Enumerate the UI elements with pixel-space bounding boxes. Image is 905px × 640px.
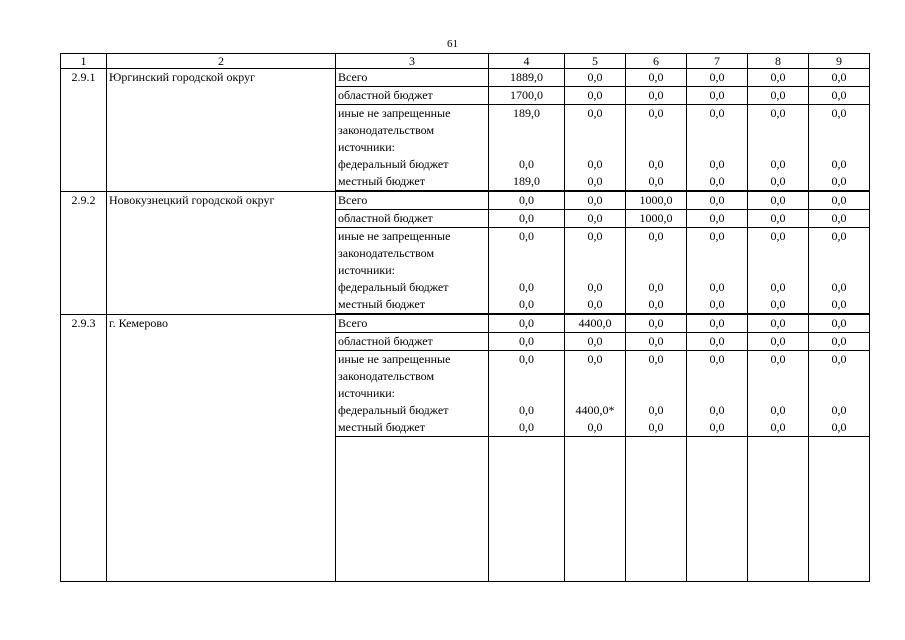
value-line: 0,0 [770,420,786,434]
empty-cell [565,437,626,582]
value-cell: 0,0 [687,210,748,228]
spacer-line [750,262,806,279]
value-cell: 0,0 [626,69,687,87]
value-cell: 0,0 [687,87,748,105]
value-line: 0,0 [648,174,664,188]
spacer-line [628,368,684,385]
value-cell: 0,0 [809,210,870,228]
value-cell: 0,0 [748,210,809,228]
spacer-line [567,245,623,262]
value-cell: 0,0 [809,69,870,87]
value-line: 0,0 [770,352,786,366]
value-cell: 0,0 [489,192,565,210]
value-line: 0,0 [648,157,664,171]
spacer-line [628,245,684,262]
value-line: 0,0 [709,229,725,243]
value-line: 0,0 [770,157,786,171]
value-cell: 1889,0 [489,69,565,87]
row-label: Всего [336,69,489,87]
value-cell [687,351,748,437]
value-cell: 0,0 [565,192,626,210]
spacer-line [567,368,623,385]
label-line: местный бюджет [338,420,425,434]
value-line: 0,0 [587,280,603,294]
value-line: 0,0 [519,352,534,366]
value-line: 189,0 [513,174,540,188]
empty-cell [687,437,748,582]
column-header: 4 [489,54,565,69]
budget-table [60,53,870,582]
row-code: 2.9.2 [61,192,107,315]
spacer-line [491,139,562,156]
column-header: 7 [687,54,748,69]
spacer-line [811,385,867,402]
value-cell [626,105,687,191]
column-header: 6 [626,54,687,69]
spacer-line [689,122,745,139]
spacer-line [750,139,806,156]
label-line: федеральный бюджет [338,157,449,171]
value-line: 0,0 [709,174,725,188]
value-line: 0,0 [648,297,664,311]
value-cell [626,351,687,437]
value-cell: 4400,0 [565,315,626,333]
value-line: 0,0 [831,297,847,311]
value-line: 0,0 [587,157,603,171]
table-row [61,69,870,87]
value-cell: 0,0 [748,87,809,105]
spacer-line [689,368,745,385]
table-row [61,192,870,210]
value-cell [565,351,626,437]
spacer-line [689,262,745,279]
label-line: федеральный бюджет [338,403,449,417]
value-cell: 1000,0 [626,210,687,228]
header-row [61,54,870,69]
label-line: источники: [338,140,395,154]
row-label: областной бюджет [336,210,489,228]
value-cell: 0,0 [626,333,687,351]
value-line: 0,0 [587,106,603,120]
empty-cell [626,437,687,582]
value-line: 0,0 [709,106,725,120]
value-cell [565,105,626,191]
column-header: 1 [61,54,107,69]
value-line: 0,0 [519,229,534,243]
value-cell [489,228,565,314]
value-line: 0,0 [770,297,786,311]
label-line: местный бюджет [338,297,425,311]
value-cell: 0,0 [626,315,687,333]
spacer-line [491,262,562,279]
column-header: 2 [107,54,336,69]
spacer-line [491,122,562,139]
empty-cell [748,437,809,582]
spacer-line [689,139,745,156]
spacer-line [750,368,806,385]
row-label: Всего [336,192,489,210]
column-header: 3 [336,54,489,69]
value-cell: 0,0 [687,333,748,351]
value-cell: 1000,0 [626,192,687,210]
spacer-line [567,139,623,156]
value-line: 0,0 [587,297,603,311]
row-code: 2.9.3 [61,315,107,582]
spacer-line [567,122,623,139]
spacer-line [689,385,745,402]
value-line: 0,0 [831,229,847,243]
spacer-line [750,385,806,402]
spacer-line [689,245,745,262]
spacer-line [811,245,867,262]
other-sources-label [336,105,489,191]
value-cell: 0,0 [489,210,565,228]
other-sources-label [336,228,489,314]
row-code: 2.9.1 [61,69,107,192]
value-line: 0,0 [770,174,786,188]
value-line: 0,0 [519,420,534,434]
value-line: 0,0 [648,106,664,120]
empty-cell [809,437,870,582]
value-line: 0,0 [587,420,603,434]
spacer-line [811,262,867,279]
column-header: 9 [809,54,870,69]
value-cell [748,351,809,437]
spacer-line [811,139,867,156]
value-cell: 0,0 [489,315,565,333]
spacer-line [491,245,562,262]
label-line: законодательством [338,246,435,260]
value-line: 0,0 [770,106,786,120]
value-cell: 1700,0 [489,87,565,105]
value-cell [809,228,870,314]
label-line: источники: [338,386,395,400]
spacer-line [628,139,684,156]
value-line: 189,0 [513,106,540,120]
spacer-line [750,245,806,262]
value-line: 0,0 [648,352,664,366]
value-line: 0,0 [648,420,664,434]
value-cell [565,228,626,314]
value-cell: 0,0 [565,210,626,228]
value-cell: 0,0 [565,333,626,351]
municipality-name: Новокузнецкий городской округ [107,192,336,315]
value-line: 0,0 [709,403,725,417]
spacer-line [567,385,623,402]
label-line: местный бюджет [338,174,425,188]
value-line: 4400,0* [575,403,615,417]
value-cell: 0,0 [489,333,565,351]
column-header: 8 [748,54,809,69]
value-cell: 0,0 [809,333,870,351]
value-line: 0,0 [831,174,847,188]
value-line: 0,0 [648,403,664,417]
value-line: 0,0 [831,157,847,171]
spacer-line [491,368,562,385]
value-cell [626,228,687,314]
value-cell: 0,0 [748,315,809,333]
value-cell: 0,0 [687,315,748,333]
value-cell: 0,0 [565,69,626,87]
table-row [61,315,870,333]
value-line: 0,0 [519,297,534,311]
municipality-name: г. Кемерово [107,315,336,582]
spacer-line [491,385,562,402]
spacer-line [628,122,684,139]
value-line: 0,0 [831,352,847,366]
value-line: 0,0 [648,280,664,294]
value-cell: 0,0 [748,333,809,351]
value-cell: 0,0 [809,87,870,105]
label-line: иные не запрещенные [338,229,451,243]
value-line: 0,0 [770,280,786,294]
value-cell [687,105,748,191]
label-line: источники: [338,263,395,277]
value-line: 0,0 [831,280,847,294]
spacer-line [628,262,684,279]
value-line: 0,0 [831,420,847,434]
label-line: законодательством [338,369,435,383]
empty-cell [489,437,565,582]
spacer-line [811,368,867,385]
row-label: областной бюджет [336,87,489,105]
row-label: Всего [336,315,489,333]
value-line: 0,0 [770,403,786,417]
municipality-name: Юргинский городской округ [107,69,336,192]
label-line: иные не запрещенные [338,106,451,120]
value-cell: 0,0 [565,87,626,105]
value-line: 0,0 [831,106,847,120]
value-line: 0,0 [587,352,603,366]
value-cell: 0,0 [748,69,809,87]
value-cell [809,105,870,191]
value-cell [748,228,809,314]
label-line: иные не запрещенные [338,352,451,366]
value-line: 0,0 [709,157,725,171]
value-cell: 0,0 [748,192,809,210]
spacer-line [628,385,684,402]
empty-cell [336,437,489,582]
value-cell [748,105,809,191]
value-cell [489,351,565,437]
value-line: 0,0 [519,280,534,294]
value-line: 0,0 [519,403,534,417]
value-cell [687,228,748,314]
value-line: 0,0 [709,420,725,434]
value-line: 0,0 [709,297,725,311]
spacer-line [811,122,867,139]
value-cell [809,351,870,437]
page-number: 61 [447,38,458,50]
value-cell: 0,0 [687,192,748,210]
value-line: 0,0 [587,174,603,188]
label-line: федеральный бюджет [338,280,449,294]
spacer-line [567,262,623,279]
value-line: 0,0 [709,352,725,366]
value-cell: 0,0 [809,192,870,210]
value-cell [489,105,565,191]
value-cell: 0,0 [687,69,748,87]
value-cell: 0,0 [626,87,687,105]
table-body [61,54,870,582]
value-line: 0,0 [831,403,847,417]
label-line: законодательством [338,123,435,137]
value-line: 0,0 [519,157,534,171]
row-label: областной бюджет [336,333,489,351]
value-cell: 0,0 [809,315,870,333]
value-line: 0,0 [770,229,786,243]
value-line: 0,0 [648,229,664,243]
other-sources-label [336,351,489,437]
spacer-line [750,122,806,139]
value-line: 0,0 [587,229,603,243]
column-header: 5 [565,54,626,69]
value-line: 0,0 [709,280,725,294]
